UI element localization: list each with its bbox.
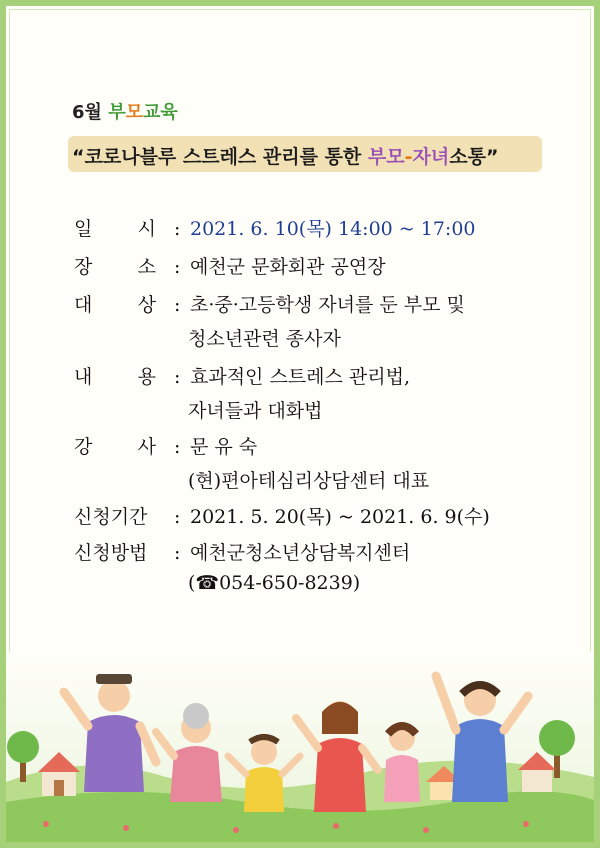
row-value-method-phone: (☎054-650-8239) [188,572,361,594]
banner-highlight-parent: 부모 [367,146,405,168]
colon: : [174,542,181,564]
colon: : [174,256,181,278]
row-value-period: 2021. 5. 20(목) ~ 2021. 6. 9(수) [190,506,490,528]
row-label-speaker: 강 사 [74,436,156,458]
row-value-method: 예천군청소년상담복지센터 [190,542,411,564]
program-heading [72,98,178,124]
title-part-2: 모 [125,102,143,123]
row-label-content: 내 용 [74,366,156,388]
row-value-venue: 예천군 문화회관 공연장 [190,256,386,278]
info-row-target [74,290,465,317]
title-part-3: 교육 [142,102,178,123]
row-label-method: 신청방법 [74,542,148,564]
colon: : [174,294,181,316]
info-row-content [74,362,410,389]
info-row-speaker [74,432,257,459]
banner-dash: - [404,146,413,168]
banner-title [72,142,498,169]
row-label-datetime: 일 시 [74,218,156,240]
row-value-content: 효과적인 스트레스 관리법, [190,366,411,388]
info-row-venue [74,252,386,279]
row-value-target: 초·중·고등학생 자녀를 둔 부모 및 [190,294,465,316]
info-row-period [74,502,490,529]
title-part-1: 부 [108,102,126,123]
banner-text-post: 소통” [449,146,499,168]
row-value-content-cont: 자녀들과 대화법 [188,400,323,422]
row-value-target-cont: 청소년관련 종사자 [188,328,341,350]
row-label-venue: 장 소 [74,256,156,278]
colon: : [174,436,181,458]
banner-highlight-child: 자녀 [412,146,450,168]
month-label: 6월 [72,102,109,123]
row-value-speaker: 문 유 숙 [190,436,258,458]
row-value-datetime: 2021. 6. 10(목) 14:00 ~ 17:00 [190,218,476,240]
colon: : [174,506,181,528]
row-label-period: 신청기간 [74,506,148,528]
girl [384,725,420,802]
info-row-datetime [74,214,476,241]
banner-text-pre: “코로나블루 스트레스 관리를 통한 [72,146,368,168]
colon: : [174,218,181,240]
row-value-speaker-cont: (현)편아테심리상담센터 대표 [188,470,430,492]
colon: : [174,366,181,388]
family-illustration [6,652,594,842]
row-label-target: 대 상 [74,294,156,316]
info-row-method [74,538,410,565]
